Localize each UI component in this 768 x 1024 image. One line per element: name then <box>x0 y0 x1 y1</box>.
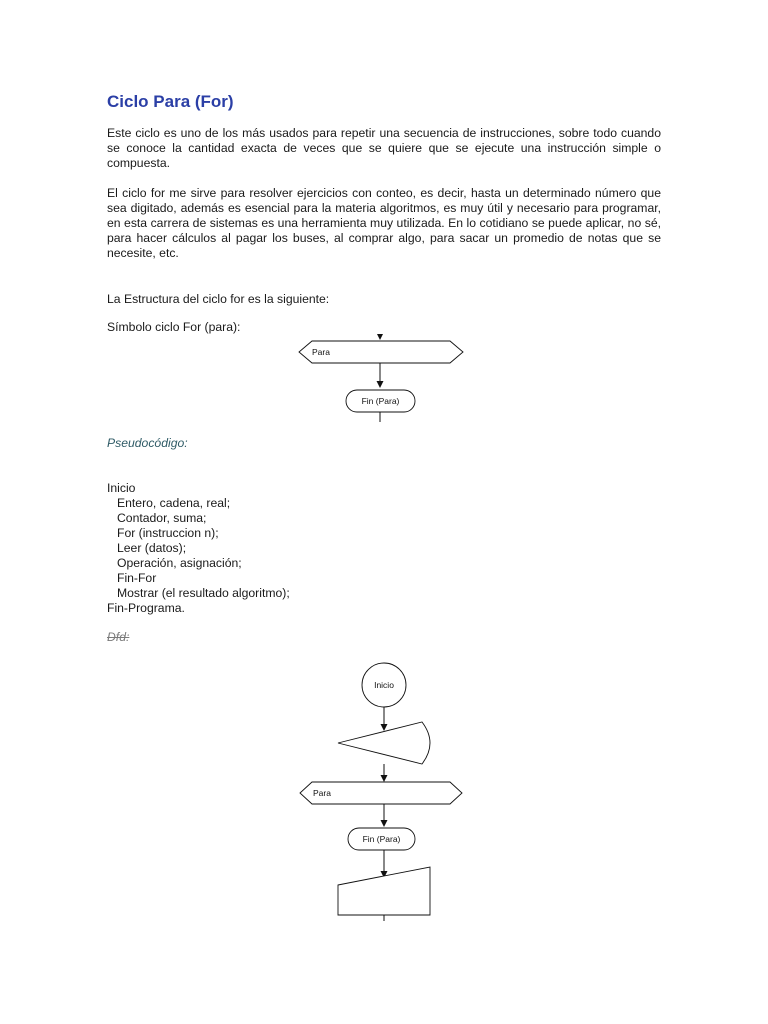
pseudocode-line: Operación, asignación; <box>117 556 242 570</box>
pseudocode-line: Leer (datos); <box>117 541 187 555</box>
arrow-head <box>381 775 388 782</box>
paragraph-intro: Este ciclo es uno de los más usados para repetir una secuencia de instrucciones, sobre todo cuando se conoce la cantidad exacta de veces que se quiere que se ejecute una instrucción simple o compuesta. <box>107 126 661 170</box>
page-title: Ciclo Para (For) <box>107 92 234 111</box>
inicio-label: Inicio <box>374 680 394 690</box>
pseudocode-line: Fin-For <box>117 571 157 585</box>
pseudocode-start: Inicio <box>107 481 136 495</box>
pseudocode-end: Fin-Programa. <box>107 601 185 615</box>
fin-para-label: Fin (Para) <box>362 834 401 844</box>
pseudocode-line: Mostrar (el resultado algoritmo); <box>117 586 290 600</box>
para-label: Para <box>312 347 330 357</box>
pseudocode-line: Contador, suma; <box>117 511 207 525</box>
dfd-label: Dfd: <box>107 630 130 644</box>
pseudocode-label: Pseudocódigo: <box>107 436 188 450</box>
arrow-head <box>381 724 388 731</box>
pseudocode-line: For (instruccion n); <box>117 526 219 540</box>
structure-intro: La Estructura del ciclo for es la siguiente: <box>107 292 330 306</box>
arrow-head <box>381 820 388 827</box>
symbol-label: Símbolo ciclo For (para): <box>107 320 241 334</box>
pseudocode-line: Entero, cadena, real; <box>117 496 231 510</box>
para-label: Para <box>313 788 331 798</box>
paragraph-explanation: El ciclo for me sirve para resolver ejercicios con conteo, es decir, hasta un determinado número que sea digitado, además es esencial para la materia algoritmos, es muy útil y necesario para programar, en esta carrera de sistemas es una herramienta muy utilizada. En lo cotidiano se puede aplicar, no sé, para hacer cálculos al pagar los buses, al comprar algo, para sacar un promedio de notas que se necesite, etc. <box>107 186 661 260</box>
fin-para-label: Fin (Para) <box>361 396 400 406</box>
